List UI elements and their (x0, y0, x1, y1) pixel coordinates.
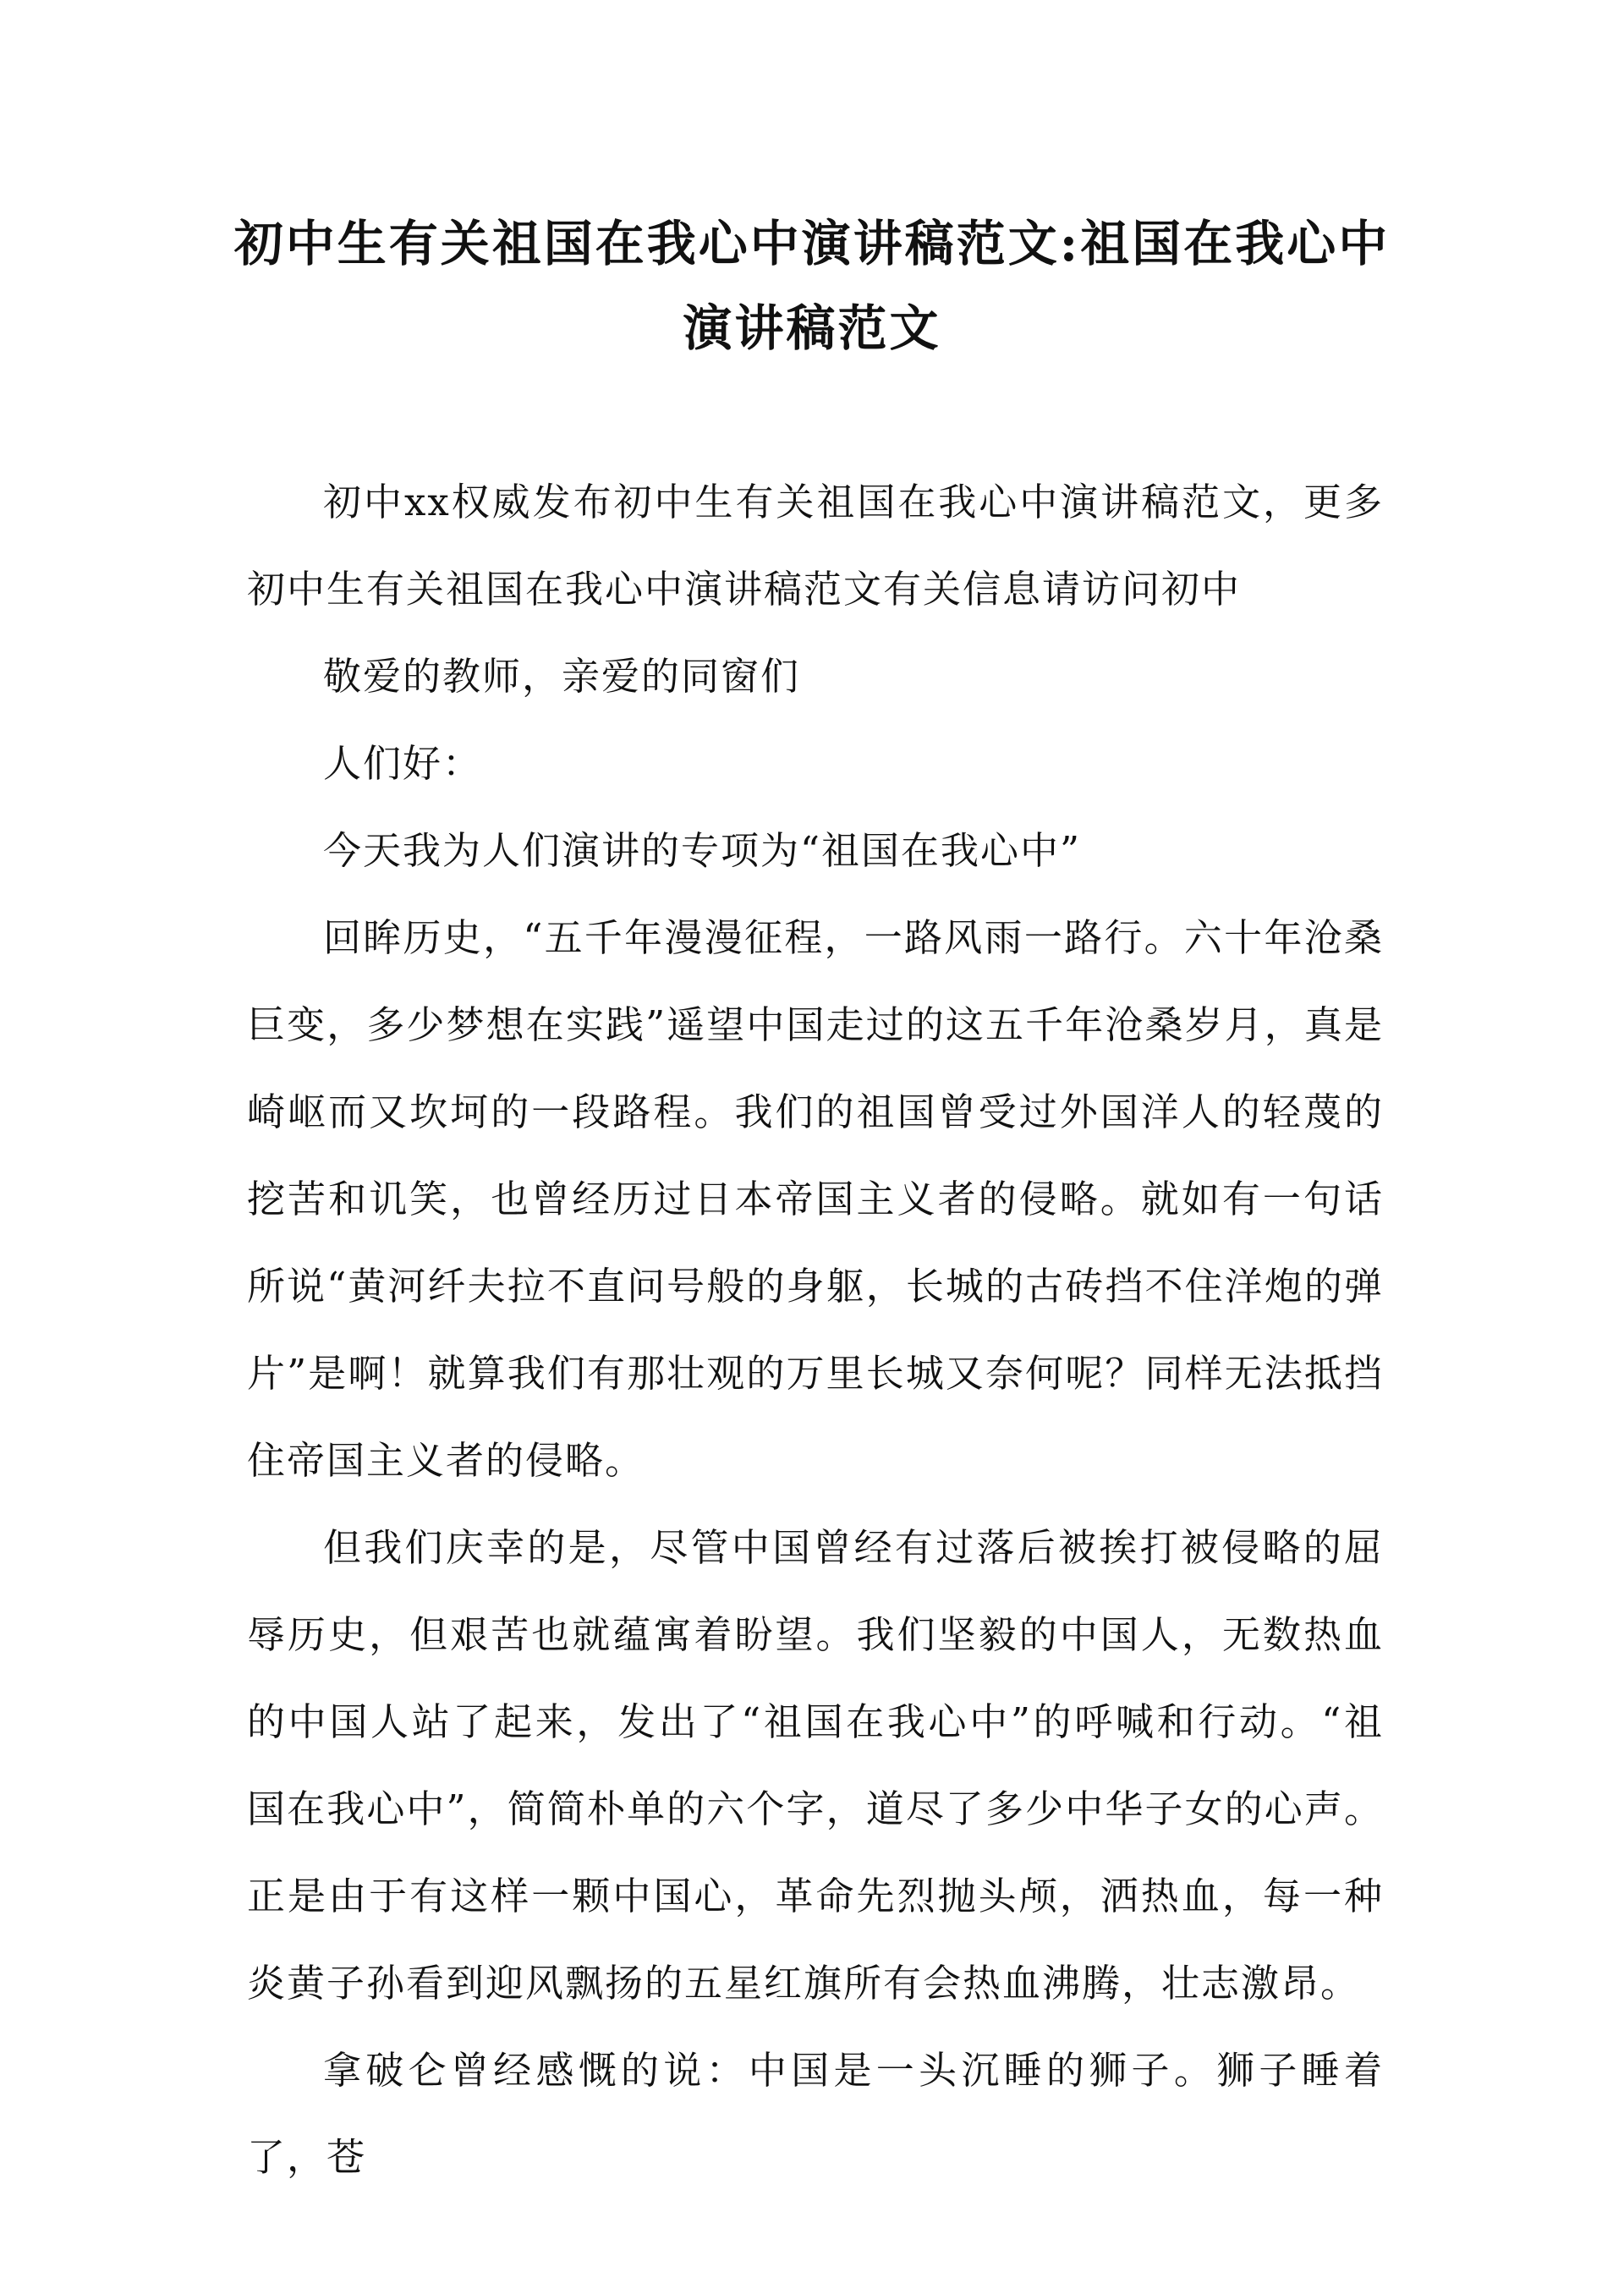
paragraph-greeting-teachers: 敬爱的教师，亲爱的同窗们 (323, 654, 801, 699)
title-line-2: 演讲稿范文 (683, 299, 941, 357)
document-body (247, 458, 1384, 2201)
paragraph-history: 回眸历史，“五千年漫漫征程，一路风雨一路行。六十年沧桑巨变，多少梦想在实践”遥望中国走过的这五千年沧桑岁月，真是崎岖而又坎坷的一段路程。我们的祖国曾受过外国洋人的轻蔑的挖苦和讥笑，也曾经历过日本帝国主义者的侵略。就如有一句话所说“黄河纤夫拉不直问号般的身躯，长城的古砖挡不住洋炮的弹片”是啊！就算我们有那壮观的万里长城又奈何呢？同样无法抵挡住帝国主义者的侵略。 (247, 915, 1384, 1483)
paragraph-topic: 今天我为人们演讲的专项为“祖国在我心中” (323, 828, 1082, 873)
title-line-1: 初中生有关祖国在我心中演讲稿范文:祖国在我心中 (233, 215, 1391, 272)
paragraph-intro: 初中xx权威发布初中生有关祖国在我心中演讲稿范文，更多初中生有关祖国在我心中演讲稿范文有关信息请访问初中 (247, 480, 1384, 612)
paragraph-napoleon: 拿破仑曾经感慨的说：中国是一头沉睡的狮子。狮子睡着了，苍 (247, 2048, 1384, 2180)
document-title (203, 201, 1421, 370)
paragraph-greeting-all: 人们好： (323, 741, 483, 786)
paragraph-hope: 但我们庆幸的是，尽管中国曾经有过落后被挨打被侵略的屈辱历史，但艰苦也就蕴寓着盼望。我们坚毅的中国人，无数热血的中国人站了起来，发出了“祖国在我心中”的呼喊和行动。“祖国在我心中”，简简朴单的六个字，道尽了多少中华子女的心声。正是由于有这样一颗中国心，革命先烈抛头颅，洒热血，每一种炎黄子孙看到迎风飘扬的五星红旗所有会热血沸腾，壮志激昂。 (247, 1525, 1384, 2006)
